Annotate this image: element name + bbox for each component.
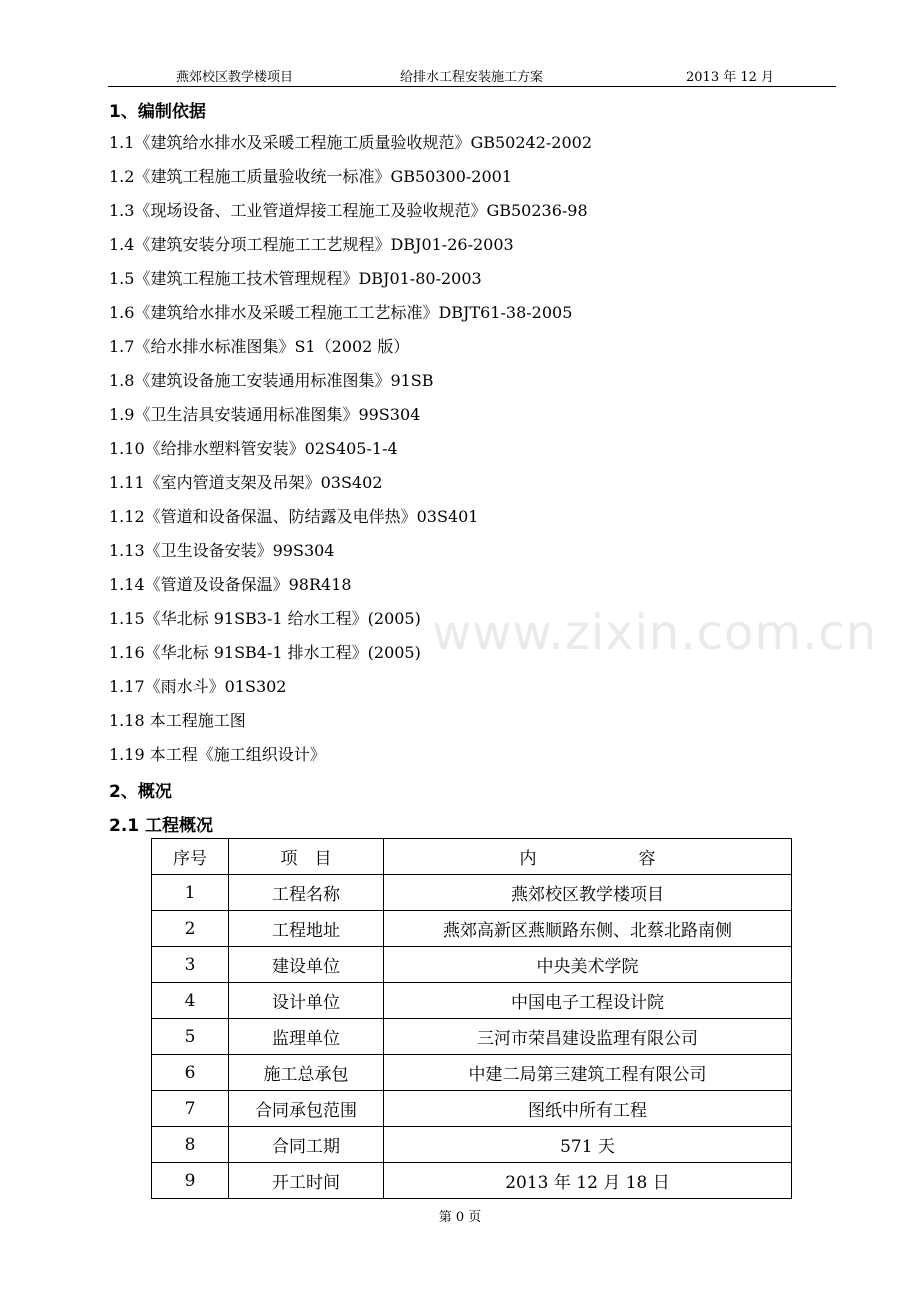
reference-item: 1.18 本工程施工图 <box>109 711 246 730</box>
table-row <box>152 1091 792 1127</box>
cell-content: 燕郊校区教学楼项目 <box>384 875 792 911</box>
section1-heading: 1、编制依据 <box>109 102 206 122</box>
cell-index: 2 <box>152 911 229 947</box>
cell-item: 施工总承包 <box>229 1055 384 1091</box>
reference-item: 1.16《华北标 91SB4-1 排水工程》(2005) <box>109 643 421 662</box>
reference-item: 1.8《建筑设备施工安装通用标准图集》91SB <box>109 371 434 390</box>
page-header <box>108 64 836 87</box>
reference-item: 1.13《卫生设备安装》99S304 <box>109 541 335 560</box>
table-row <box>152 983 792 1019</box>
reference-item: 1.7《给水排水标准图集》S1（2002 版） <box>109 337 410 356</box>
page-number: 第 0 页 <box>438 1210 482 1225</box>
reference-item: 1.10《给排水塑料管安装》02S405-1-4 <box>109 439 398 458</box>
reference-item: 1.15《华北标 91SB3-1 给水工程》(2005) <box>109 609 421 628</box>
table-row <box>152 911 792 947</box>
reference-item: 1.11《室内管道支架及吊架》03S402 <box>109 473 383 492</box>
cell-index: 3 <box>152 947 229 983</box>
project-overview-table <box>151 838 792 1199</box>
cell-content: 燕郊高新区燕顺路东侧、北蔡北路南侧 <box>384 911 792 947</box>
cell-item: 工程名称 <box>229 875 384 911</box>
header-cell-index: 序号 <box>152 839 229 875</box>
table-row <box>152 1163 792 1199</box>
cell-content: 三河市荣昌建设监理有限公司 <box>384 1019 792 1055</box>
header-cell-content: 内 容 <box>384 839 792 875</box>
cell-content: 571 天 <box>384 1127 792 1163</box>
watermark: www.zixin.com.cn <box>432 605 878 661</box>
cell-item: 开工时间 <box>229 1163 384 1199</box>
table-row <box>152 1019 792 1055</box>
section2-1-heading: 2.1 工程概况 <box>109 816 214 836</box>
reference-item: 1.19 本工程《施工组织设计》 <box>109 745 326 764</box>
header-project-name: 燕郊校区教学楼项目 <box>176 70 294 85</box>
cell-content: 图纸中所有工程 <box>384 1091 792 1127</box>
reference-item: 1.5《建筑工程施工技术管理规程》DBJ01-80-2003 <box>109 269 482 288</box>
cell-item: 建设单位 <box>229 947 384 983</box>
cell-item: 工程地址 <box>229 911 384 947</box>
header-date: 2013 年 12 月 <box>686 70 775 85</box>
cell-index: 7 <box>152 1091 229 1127</box>
cell-index: 4 <box>152 983 229 1019</box>
cell-content: 中央美术学院 <box>384 947 792 983</box>
cell-index: 6 <box>152 1055 229 1091</box>
reference-item: 1.4《建筑安装分项工程施工工艺规程》DBJ01-26-2003 <box>109 235 514 254</box>
table-body <box>152 875 792 1199</box>
reference-item: 1.12《管道和设备保温、防结露及电伴热》03S401 <box>109 507 479 526</box>
reference-list <box>109 126 592 772</box>
cell-index: 9 <box>152 1163 229 1199</box>
reference-item: 1.14《管道及设备保温》98R418 <box>109 575 352 594</box>
cell-item: 监理单位 <box>229 1019 384 1055</box>
table-header-row <box>152 839 792 875</box>
header-cell-item: 项 目 <box>229 839 384 875</box>
reference-item: 1.9《卫生洁具安装通用标准图集》99S304 <box>109 405 421 424</box>
cell-index: 1 <box>152 875 229 911</box>
table-row <box>152 947 792 983</box>
reference-item: 1.17《雨水斗》01S302 <box>109 677 287 696</box>
table-row <box>152 1055 792 1091</box>
header-document-title: 给排水工程安装施工方案 <box>400 70 544 85</box>
reference-item: 1.3《现场设备、工业管道焊接工程施工及验收规范》GB50236-98 <box>109 201 588 220</box>
cell-item: 合同工期 <box>229 1127 384 1163</box>
cell-content: 中建二局第三建筑工程有限公司 <box>384 1055 792 1091</box>
cell-item: 设计单位 <box>229 983 384 1019</box>
section2-heading: 2、概况 <box>109 782 172 802</box>
reference-item: 1.6《建筑给水排水及采暖工程施工工艺标准》DBJT61-38-2005 <box>109 303 573 322</box>
cell-content: 2013 年 12 月 18 日 <box>384 1163 792 1199</box>
cell-index: 8 <box>152 1127 229 1163</box>
reference-item: 1.1《建筑给水排水及采暖工程施工质量验收规范》GB50242-2002 <box>109 133 593 152</box>
cell-content: 中国电子工程设计院 <box>384 983 792 1019</box>
table-row <box>152 1127 792 1163</box>
cell-index: 5 <box>152 1019 229 1055</box>
reference-item: 1.2《建筑工程施工质量验收统一标准》GB50300-2001 <box>109 167 513 186</box>
cell-item: 合同承包范围 <box>229 1091 384 1127</box>
table-row <box>152 875 792 911</box>
